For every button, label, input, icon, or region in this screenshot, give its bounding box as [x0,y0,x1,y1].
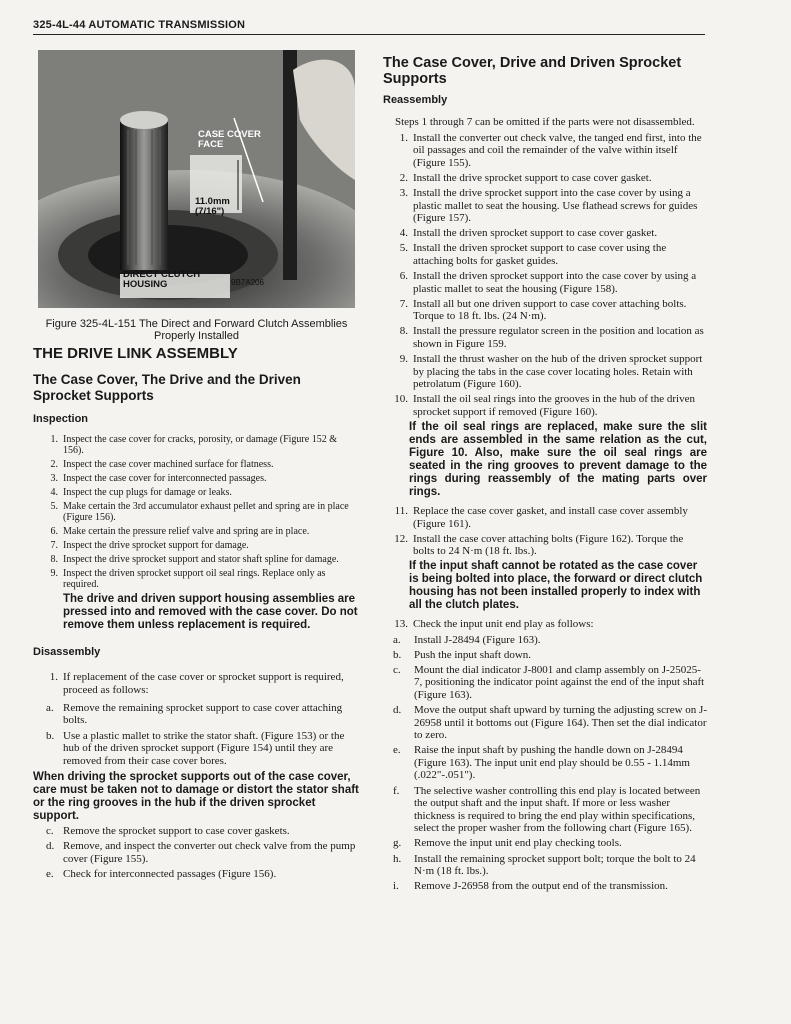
reassembly-heading: Reassembly [383,94,448,106]
end-play-sub-item [383,785,707,835]
item-number: 5. [399,242,408,255]
inspection-item [33,459,360,470]
item-text: Install the driven sprocket support to case cover using the attaching bolts for gasket guides. [413,242,667,267]
item-text: Inspect the drive sprocket support for damage. [63,540,249,552]
reassembly-item [383,325,707,350]
item-text: Install the driven sprocket support into the case cover by using a plastic mallet to seat the housing (Figure 158). [413,270,697,295]
item-text: Check the input unit end play as follows: [413,618,594,631]
item-number: 8. [399,325,408,338]
item-text: Remove the input unit end play checking tools. [414,837,622,850]
item-text: Remove the remaining sprocket support to case cover attaching bolts. [63,701,343,727]
item-text: Use a plastic mallet to strike the stator shaft. (Figure 153) or the hub of the driven sprocket support (Figure 154) until they are removed from their case cover bores. [63,729,345,767]
oil-seal-warning: If the oil seal rings are replaced, make sure the slit ends are assembled in the same relation as the cut, Figure 10. Also, make sure the oil seal rings are seated in the ring grooves to prevent damage to the rings during reassembly of the mating parts over rings. [409,421,707,499]
subsection-title: The Case Cover, The Drive and the Driven Sprocket Supports [33,372,301,403]
item-text: Remove J-26958 from the output end of the transmission. [414,880,668,893]
disassembly-warning: When driving the sprocket supports out of the case cover, care must be taken not to damage or distort the stator shaft or the ring grooves in the hub if the driven sprocket support. [33,770,359,822]
reassembly-item [383,172,707,185]
item-number: 2. [399,171,408,184]
reassembly-item [383,353,707,391]
item-text: Install J-28494 (Figure 163). [414,633,541,646]
item-text: Push the input shaft down. [414,648,532,661]
reassembly-item [383,298,707,323]
item-number: 1. [49,671,58,684]
item-number: 9. [50,568,58,580]
item-number: 6. [399,270,408,283]
item-number: b. [46,729,55,742]
inspection-item [33,473,360,484]
reassembly-item [383,505,707,530]
label-figure-code: 9B7A206 [231,278,264,287]
reassembly-item [383,187,707,225]
item-text: Install the remaining sprocket support bolt; torque the bolt to 24 N·m (18 ft. lbs.). [414,852,696,878]
item-number: 13. [394,618,408,631]
item-number: 5. [50,501,58,513]
item-number: 2. [50,459,58,471]
item-text: Replace the case cover gasket, and install case cover assembly (Figure 161). [413,505,688,530]
item-text: Install the case cover attaching bolts (Figure 162). Torque the bolts to 24 N·m (18 ft. lbs.). [413,532,684,558]
item-text: Install the drive sprocket support to case cover gasket. [413,171,652,184]
item-text: Install the oil seal rings into the grooves in the hub of the driven sprocket support if removed (Figure 160). [413,393,695,418]
inspection-item [33,501,360,524]
item-text: Check for interconnected passages (Figure 156). [63,868,277,881]
item-number: 11. [394,505,408,518]
item-number: 10. [394,393,408,406]
reassembly-list-2 [383,505,707,558]
item-text: Move the output shaft upward by turning the adjusting screw on J-26958 until it bottoms out (Figure 164). Then set the dial indicator to zero. [414,704,707,742]
disassembly-sub-item [33,730,360,768]
section-title: THE DRIVE LINK ASSEMBLY [33,345,238,362]
item-number: 3. [50,473,58,485]
item-text: Mount the dial indicator J-8001 and clamp assembly on J-25025-7, positioning the indicator point against the end of the input shaft (Figure 163). [414,663,705,701]
item-number: 9. [399,353,408,366]
item-text: Inspect the case cover for cracks, porosity, or damage (Figure 152 & 156). [63,434,337,457]
item-text: Raise the input shaft by pushing the handle down on J-28494 (Figure 163). The input unit end play should be 0.55 - 1.14mm (.022"-.051"). [414,744,690,782]
item-number: e. [393,744,401,757]
item-number: f. [393,784,400,797]
figure-caption: Figure 325-4L-151 The Direct and Forward Clutch Assemblies Properly Installed [45,318,348,342]
label-case-cover-face: CASE COVER FACE [198,129,261,150]
end-play-sub-item [383,853,707,878]
item-number: d. [393,704,402,716]
inspection-list [33,434,360,591]
item-text: Install the driven sprocket support to case cover gasket. [413,227,658,240]
item-text: Install the pressure regulator screen in the position and location as shown in Figure 159. [413,325,704,350]
item-number: 7. [399,297,408,310]
inspection-item [33,554,360,565]
item-number: 4. [399,227,408,240]
reassembly-intro: Steps 1 through 7 can be omitted if the parts were not disassembled. [395,116,695,128]
item-number: 4. [50,487,58,499]
item-number: 8. [50,554,58,566]
inspection-heading: Inspection [33,413,89,425]
reassembly-item [383,393,707,418]
end-play-sub-item [383,664,707,702]
inspection-item [33,540,360,551]
item-text: Inspect the case cover machined surface for flatness. [63,459,274,471]
item-number: g. [393,837,402,850]
item-text: If replacement of the case cover or sprocket support is required, proceed as follows: [63,671,344,696]
input-shaft-warning: If the input shaft cannot be rotated as the case cover is being bolted into place, the forward or direct clutch housing has not been installed properly to index with all the clutch plates. [409,560,703,612]
reassembly-item [383,533,707,558]
item-number: b. [393,648,402,661]
disassembly-sub-item [33,868,360,881]
item-text: The selective washer controlling this end play is located between the output shaft and the input shaft. If more or less washer thickness is required to bring the end play within specifications, select the proper washer from the following chart (Figure 165). [414,784,701,835]
inspection-item [33,568,360,591]
item-number: 7. [50,540,58,552]
end-play-sub-item [383,649,707,662]
item-number: 6. [50,526,58,538]
disassembly-sub-item [33,702,360,727]
item-number: e. [46,868,54,881]
item-number: c. [393,663,401,676]
end-play-sub-item [383,880,707,893]
item-number: a. [46,701,54,714]
inspection-item [33,487,360,498]
end-play-sub-item [383,837,707,850]
right-column [383,55,707,895]
item-number: 12. [394,532,408,545]
item-number: 1. [50,434,58,445]
disassembly-sub-item [33,840,360,865]
item-text: Install all but one driven support to case cover attaching bolts. Torque to 18 ft. lbs. (24 N·m). [413,297,687,323]
label-measurement: 11.0mm (7/16") [195,196,230,217]
end-play-sub-list [383,634,707,893]
end-play-sub-item [383,704,707,742]
item-number: d. [46,840,55,853]
item-text: Install the thrust washer on the hub of the driven sprocket support by placing the tabs in the case cover locating holes. Retain with petrolatum (Figure 160). [413,353,703,391]
item-text: Inspect the case cover for interconnected passages. [63,473,267,485]
page-header: 325-4L-44 AUTOMATIC TRANSMISSION [33,19,705,35]
reassembly-section-title: The Case Cover, Drive and Driven Sprocket Supports [383,55,682,87]
item-text: Install the drive sprocket support into the case cover by using a plastic mallet to seat the housing. Use flathead screws for guides (Figure 157). [413,186,698,225]
item-text: Remove the sprocket support to case cover gaskets. [63,824,290,837]
end-play-sub-item [383,744,707,782]
item-text: Install the converter out check valve, the tanged end first, into the oil passages and coil the remainder of the valve within itself (Figure 155). [413,131,702,169]
item-number: 3. [399,186,408,199]
item-text: Inspect the driven sprocket support oil seal rings. Replace only as required. [63,568,326,591]
inspection-item [33,434,360,457]
disassembly-heading: Disassembly [33,646,101,659]
reassembly-item [383,227,707,240]
label-direct-clutch-housing: DIRECT CLUTCH HOUSING [123,269,201,290]
inspection-warning: The drive and driven support housing assemblies are pressed into and removed with the case cover. Do not remove them unless replacement is required. [63,593,358,632]
disassembly-item [33,671,360,696]
figure-photo [38,50,355,308]
reassembly-item [383,618,707,631]
reassembly-item [383,242,707,267]
disassembly-sub-item [33,825,360,838]
item-number: a. [393,633,401,646]
reassembly-item [383,132,707,170]
left-column [33,345,360,884]
item-number: i. [393,880,399,893]
inspection-item [33,526,360,537]
item-text: Remove, and inspect the converter out check valve from the pump cover (Figure 155). [63,840,356,865]
item-number: 1. [399,131,408,144]
item-text: Make certain the 3rd accumulator exhaust pellet and spring are in place (Figure 156). [63,501,349,524]
item-text: Make certain the pressure relief valve and spring are in place. [63,526,310,538]
item-number: c. [46,824,54,837]
reassembly-list [383,132,707,419]
end-play-sub-item [383,634,707,647]
item-text: Inspect the drive sprocket support and stator shaft spline for damage. [63,554,339,566]
item-text: Inspect the cup plugs for damage or leaks. [63,487,232,499]
item-number: h. [393,852,402,865]
disassembly-sub-list-2 [33,825,360,881]
disassembly-sub-list [33,702,360,768]
reassembly-item [383,270,707,295]
